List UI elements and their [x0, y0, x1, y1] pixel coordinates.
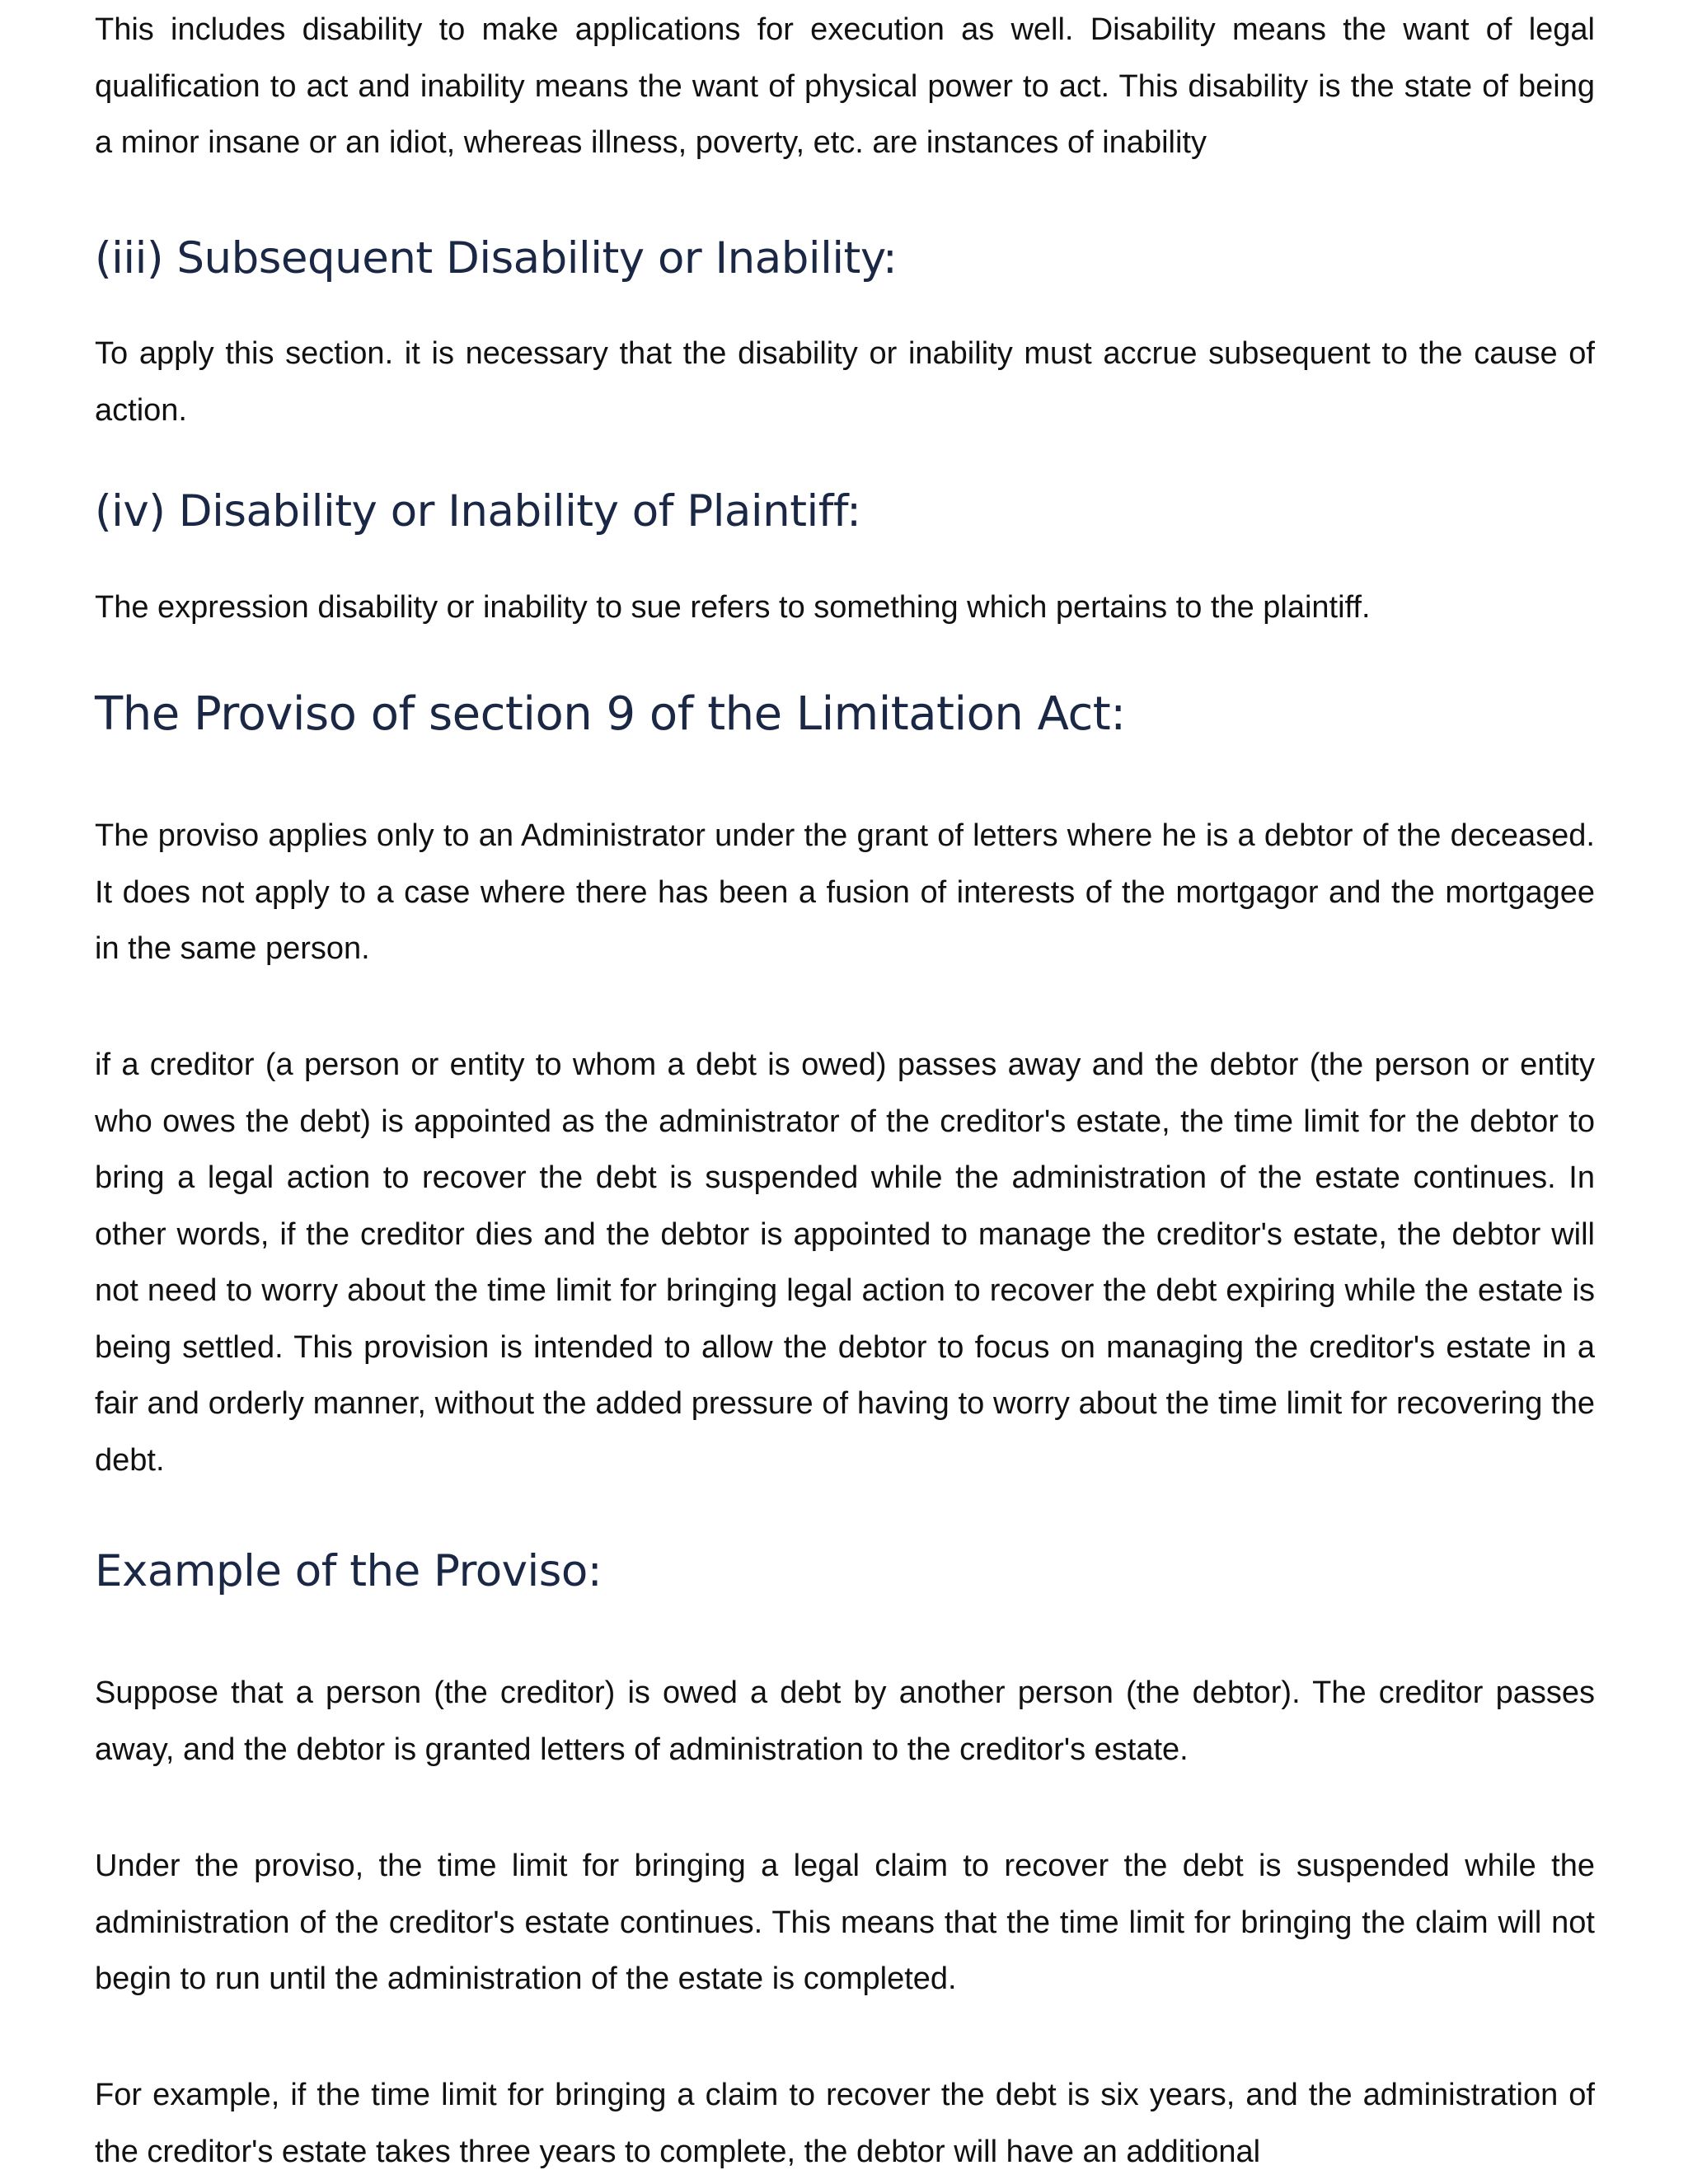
intro-paragraph: This includes disability to make applications for execution as well. Disability means the want of legal qualification to act and inability means the want of physical power to act. This disability is the state of being a minor insane or an idiot, whereas illness, poverty, etc. are instances of inability — [95, 12, 1595, 160]
heading-subsequent-disability: (iii) Subsequent Disability or Inability: — [95, 233, 898, 284]
paragraph-proviso-1: The proviso applies only to an Administrator under the grant of letters where he is a debtor of the deceased. It does not apply to a case where there has been a fusion of interests of the mortgagor and the mortgagee in the same person. — [95, 818, 1595, 966]
heading-proviso-section-9: The Proviso of section 9 of the Limitation Act: — [95, 687, 1126, 741]
paragraph-proviso-2: if a creditor (a person or entity to whom a debt is owed) passes away and the debtor (the person or entity who owes the debt) is appointed as the administrator of the creditor's estate, the time limit for the debtor to bring a legal action to recover the debt is suspended while the administration of the estate continues. In other words, if the creditor dies and the debtor is appointed to manage the creditor's estate, the debtor will not need to worry about the time limit for bringing legal action to recover the debt expiring while the estate is being settled. This provision is intended to allow the debtor to focus on managing the creditor's estate in a fair and orderly manner, without the added pressure of having to worry about the time limit for recovering the debt. — [95, 1047, 1595, 1478]
paragraph-subsequent-disability: To apply this section. it is necessary that the disability or inability must accrue subsequent to the cause of action. — [95, 336, 1595, 428]
heading-disability-of-plaintiff: (iv) Disability or Inability of Plaintiff: — [95, 486, 861, 537]
paragraph-disability-of-plaintiff: The expression disability or inability to sue refers to something which pertains to the plaintiff. — [95, 590, 1371, 625]
paragraph-example-2: Under the proviso, the time limit for bringing a legal claim to recover the debt is suspended while the administration of the creditor's estate continues. This means that the time limit for bringing the claim will not begin to run until the administration of the estate is completed. — [95, 1849, 1595, 1996]
paragraph-example-1: Suppose that a person (the creditor) is owed a debt by another person (the debtor). The creditor passes away, and the debtor is granted letters of administration to the creditor's estate. — [95, 1675, 1595, 1767]
paragraph-example-3: For example, if the time limit for bringing a claim to recover the debt is six years, and the administration of the creditor's estate takes three years to complete, the debtor will have an additional — [95, 2078, 1595, 2169]
heading-example-of-proviso: Example of the Proviso: — [95, 1546, 603, 1596]
